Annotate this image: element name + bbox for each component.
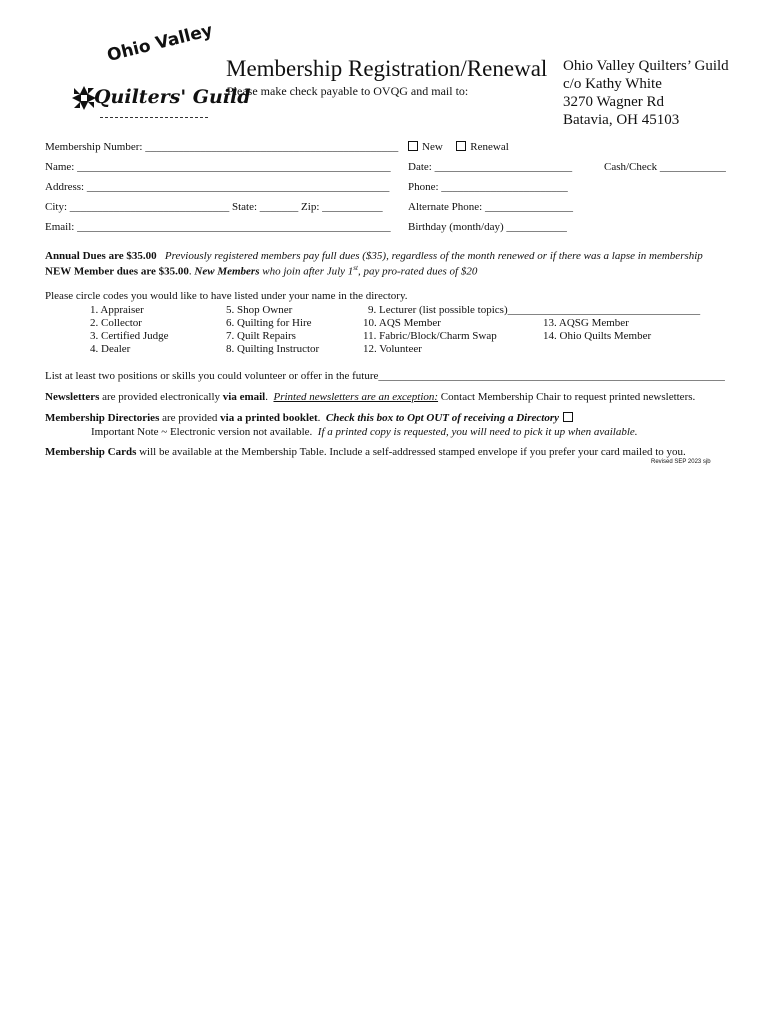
newsletters-line xyxy=(45,391,695,403)
new-members-note: who join after July 1 xyxy=(262,265,354,278)
cards-line xyxy=(45,446,686,458)
newsletters-label: Newsletters xyxy=(45,391,100,403)
new-member-dues-line: NEW Member dues are $35.00. New Members who join after July 1st, pay pro-rated dues of $20 xyxy=(45,264,478,278)
directory-code[interactable]: 13. AQSG Member xyxy=(543,317,629,329)
revision-note: Revised SEP 2023 sjb xyxy=(651,459,711,465)
directory-code[interactable]: 7. Quilt Repairs xyxy=(226,330,296,342)
directory-code[interactable]: 10. AQS Member xyxy=(363,317,441,329)
newsletters-text: are provided electronically xyxy=(99,391,223,403)
membership-type-options xyxy=(408,141,509,153)
directory-code[interactable]: 12. Volunteer xyxy=(363,343,422,355)
email-field[interactable]: Email: _________________________________________________________ xyxy=(45,221,391,233)
cards-label: Membership Cards xyxy=(45,446,137,458)
mail-instructions: Please make check payable to OVQG and mail to: xyxy=(227,84,469,98)
new-dues-label: NEW Member dues are $35.00 xyxy=(45,265,189,278)
membership-number-field[interactable]: Membership Number: ______________________________________________ xyxy=(45,141,399,153)
cash-check-field[interactable]: Cash/Check ____________ xyxy=(604,161,726,173)
directory-code[interactable]: 8. Quilting Instructor xyxy=(226,343,320,355)
logo-line1: Ohio Valley xyxy=(105,20,215,67)
newsletters-contact: Contact Membership Chair to request printed newsletters. xyxy=(438,391,696,403)
cards-text: will be available at the Membership Table. Include a self-addressed stamped envelope if you prefer your card mailed to you. xyxy=(136,446,686,458)
newsletters-sep: . xyxy=(265,391,274,403)
volunteer-field[interactable]: List at least two positions or skills you could volunteer or offer in the future_______________________________________________________________ xyxy=(45,370,725,382)
new-members-note-end: , pay pro-rated dues of $20 xyxy=(357,265,478,278)
directory-code[interactable]: 2. Collector xyxy=(90,317,142,329)
directories-note-line xyxy=(91,426,638,438)
directories-label: Membership Directories xyxy=(45,412,160,424)
directory-code[interactable]: 3. Certified Judge xyxy=(90,330,169,342)
phone-field[interactable]: Phone: _______________________ xyxy=(408,181,568,193)
new-members-sup: st xyxy=(353,264,358,272)
directories-note: Important Note ~ Electronic version not available. xyxy=(91,426,313,438)
mail-address-line: 3270 Wagner Rd xyxy=(563,94,665,110)
renewal-label: Renewal xyxy=(470,141,509,153)
mail-address-line: c/o Kathy White xyxy=(563,76,662,92)
directory-code[interactable]: 4. Dealer xyxy=(90,343,131,355)
annual-dues-label: Annual Dues are $35.00 xyxy=(45,250,157,262)
new-label: New xyxy=(422,141,443,153)
directory-code[interactable]: 11. Fabric/Block/Charm Swap xyxy=(363,330,497,342)
opt-out-checkbox[interactable] xyxy=(563,412,573,422)
annual-dues-line xyxy=(45,250,703,262)
opt-out-label: Check this box to Opt OUT of receiving a Directory xyxy=(325,412,559,424)
directories-method: via a printed booklet xyxy=(220,412,318,424)
address-field[interactable]: Address: _______________________________________________________ xyxy=(45,181,390,193)
birthday-field[interactable]: Birthday (month/day) ___________ xyxy=(408,221,567,233)
directory-intro: Please circle codes you would like to have listed under your name in the directory. xyxy=(45,290,408,302)
newsletters-method: via email xyxy=(222,391,266,403)
annual-dues-note: Previously registered members pay full dues ($35), regardless of the month renewed or if there was a lapse in membership xyxy=(164,250,703,262)
directory-code[interactable]: 1. Appraiser xyxy=(90,304,144,316)
logo-divider xyxy=(100,117,208,118)
directory-code[interactable]: 6. Quilting for Hire xyxy=(226,317,312,329)
directories-text: are provided xyxy=(159,412,221,424)
mail-address-line: Ohio Valley Quilters’ Guild xyxy=(563,58,729,74)
directory-code[interactable]: 5. Shop Owner xyxy=(226,304,293,316)
alternate-phone-field[interactable]: Alternate Phone: ________________ xyxy=(408,201,573,213)
new-members-label: New Members xyxy=(194,265,260,278)
directory-code[interactable]: 9. Lecturer (list possible topics)___________________________________ xyxy=(368,304,701,316)
guild-logo xyxy=(66,20,251,124)
logo-line2: Quilters' Guild xyxy=(94,86,251,108)
directories-note-italic: If a printed copy is requested, you will need to pick it up when available. xyxy=(317,426,638,438)
directory-code[interactable]: 14. Ohio Quilts Member xyxy=(543,330,652,342)
renewal-checkbox[interactable] xyxy=(456,141,466,151)
newsletters-exception: Printed newsletters are an exception: xyxy=(273,391,439,403)
name-field[interactable]: Name: _________________________________________________________ xyxy=(45,161,391,173)
directories-line xyxy=(45,412,573,424)
directories-sep: . xyxy=(317,412,326,424)
new-checkbox[interactable] xyxy=(408,141,418,151)
mail-address-line: Batavia, OH 45103 xyxy=(563,112,680,128)
date-field[interactable]: Date: _________________________ xyxy=(408,161,573,173)
page-title: Membership Registration/Renewal xyxy=(226,56,548,81)
city-state-zip-field[interactable]: City: _____________________________ State: _______ Zip: ___________ xyxy=(45,201,383,213)
